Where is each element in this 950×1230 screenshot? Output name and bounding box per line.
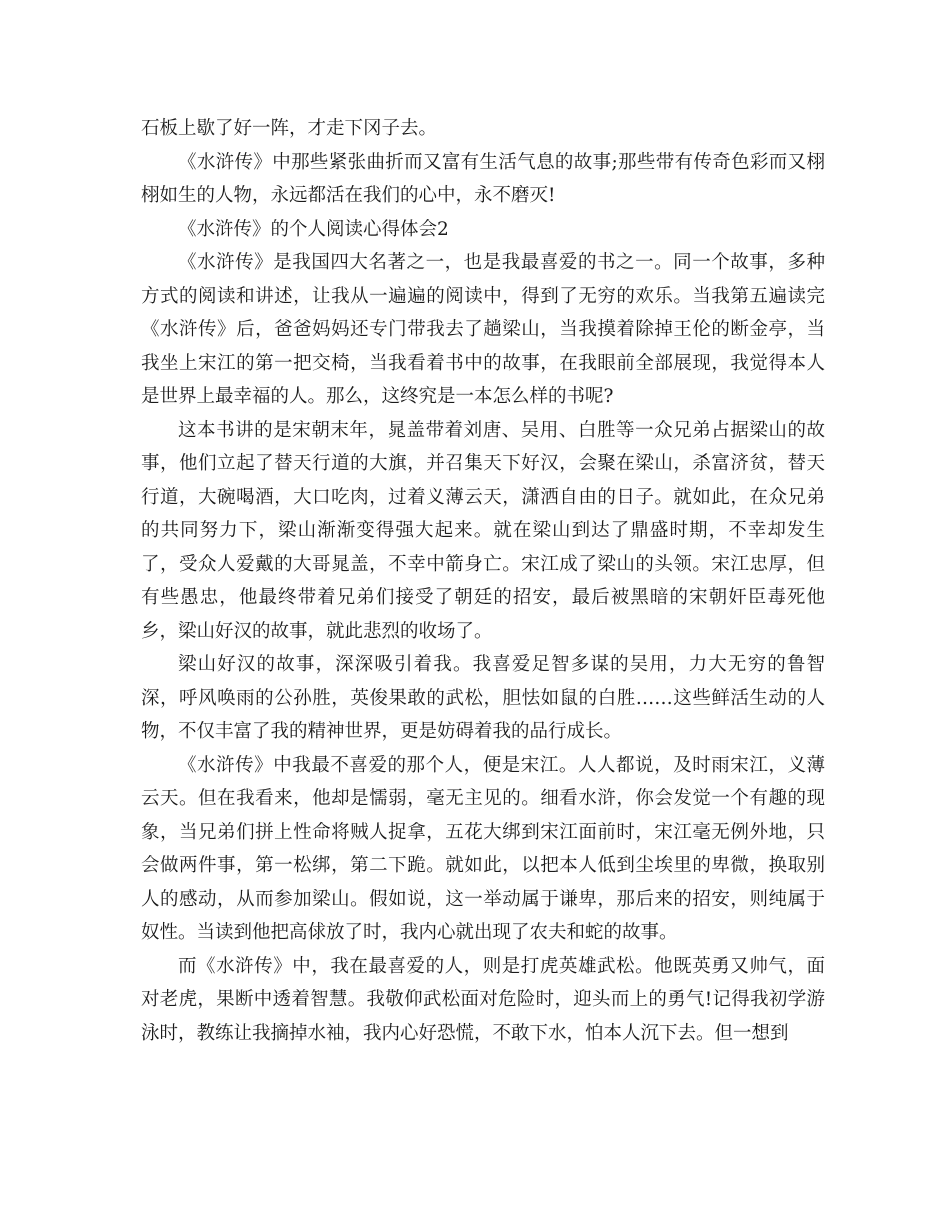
paragraph-7: 而《水浒传》中，我在最喜爱的人，则是打虎英雄武松。他既英勇又帅气，面对老虎，果断中透着智慧。我敬仰武松面对危险时，迎头而上的勇气!记得我初学游泳时，教练让我摘掉水袖，我内心好恐慌，不敢下水，怕本人沉下去。但一想到 xyxy=(141,955,825,1044)
paragraph-6: 《水浒传》中我最不喜爱的那个人，便是宋江。人人都说，及时雨宋江，义薄云天。但在我看来，他却是懦弱，毫无主见的。细看水浒，你会发觉一个有趣的现象，当兄弟们拼上性命将贼人捉拿，五花大绑到宋江面前时，宋江毫无例外地，只会做两件事，第一松绑，第二下跪。就如此，以把本人低到尘埃里的卑微，换取别人的感动，从而参加梁山。假如说，这一举动属于谦卑，那后来的招安，则纯属于奴性。当读到他把高俅放了时，我内心就出现了农夫和蛇的故事。 xyxy=(141,754,825,943)
paragraph-2: 《水浒传》中那些紧张曲折而又富有生活气息的故事;那些带有传奇色彩而又栩栩如生的人物，永远都活在我们的心中，永不磨灭! xyxy=(141,151,825,206)
paragraph-3: 《水浒传》是我国四大名著之一，也是我最喜爱的书之一。同一个故事，多种方式的阅读和讲述，让我从一遍遍的阅读中，得到了无穷的欢乐。当我第五遍读完《水浒传》后，爸爸妈妈还专门带我去了趟梁山，当我摸着除掉王伦的断金亭，当我坐上宋江的第一把交椅，当我看着书中的故事，在我眼前全部展现，我觉得本人是世界上最幸福的人。那么，这终究是一本怎么样的书呢? xyxy=(141,252,825,407)
section-heading: 《水浒传》的个人阅读心得体会2 xyxy=(178,218,449,240)
paragraph-5: 梁山好汉的故事，深深吸引着我。我喜爱足智多谋的吴用，力大无穷的鲁智深，呼风唤雨的公孙胜，英俊果敢的武松，胆怯如鼠的白胜……这些鲜活生动的人物，不仅丰富了我的精神世界，更是妨碍着我的品行成长。 xyxy=(141,654,825,742)
paragraph-1: 石板上歇了好一阵，才走下冈子去。 xyxy=(141,118,438,139)
paragraph-4: 这本书讲的是宋朝末年，晁盖带着刘唐、吴用、白胜等一众兄弟占据梁山的故事，他们立起了替天行道的大旗，并召集天下好汉，会聚在梁山，杀富济贫，替天行道，大碗喝酒，大口吃肉，过着义薄云天，潇洒自由的日子。就如此，在众兄弟的共同努力下，梁山渐渐变得强大起来。就在梁山到达了鼎盛时期，不幸却发生了，受众人爱戴的大哥晁盖，不幸中箭身亡。宋江成了梁山的头领。宋江忠厚，但有些愚忠，他最终带着兄弟们接受了朝廷的招安，最后被黑暗的宋朝奸臣毒死他乡，梁山好汉的故事，就此悲烈的收场了。 xyxy=(141,419,825,642)
document-page xyxy=(141,112,825,1050)
